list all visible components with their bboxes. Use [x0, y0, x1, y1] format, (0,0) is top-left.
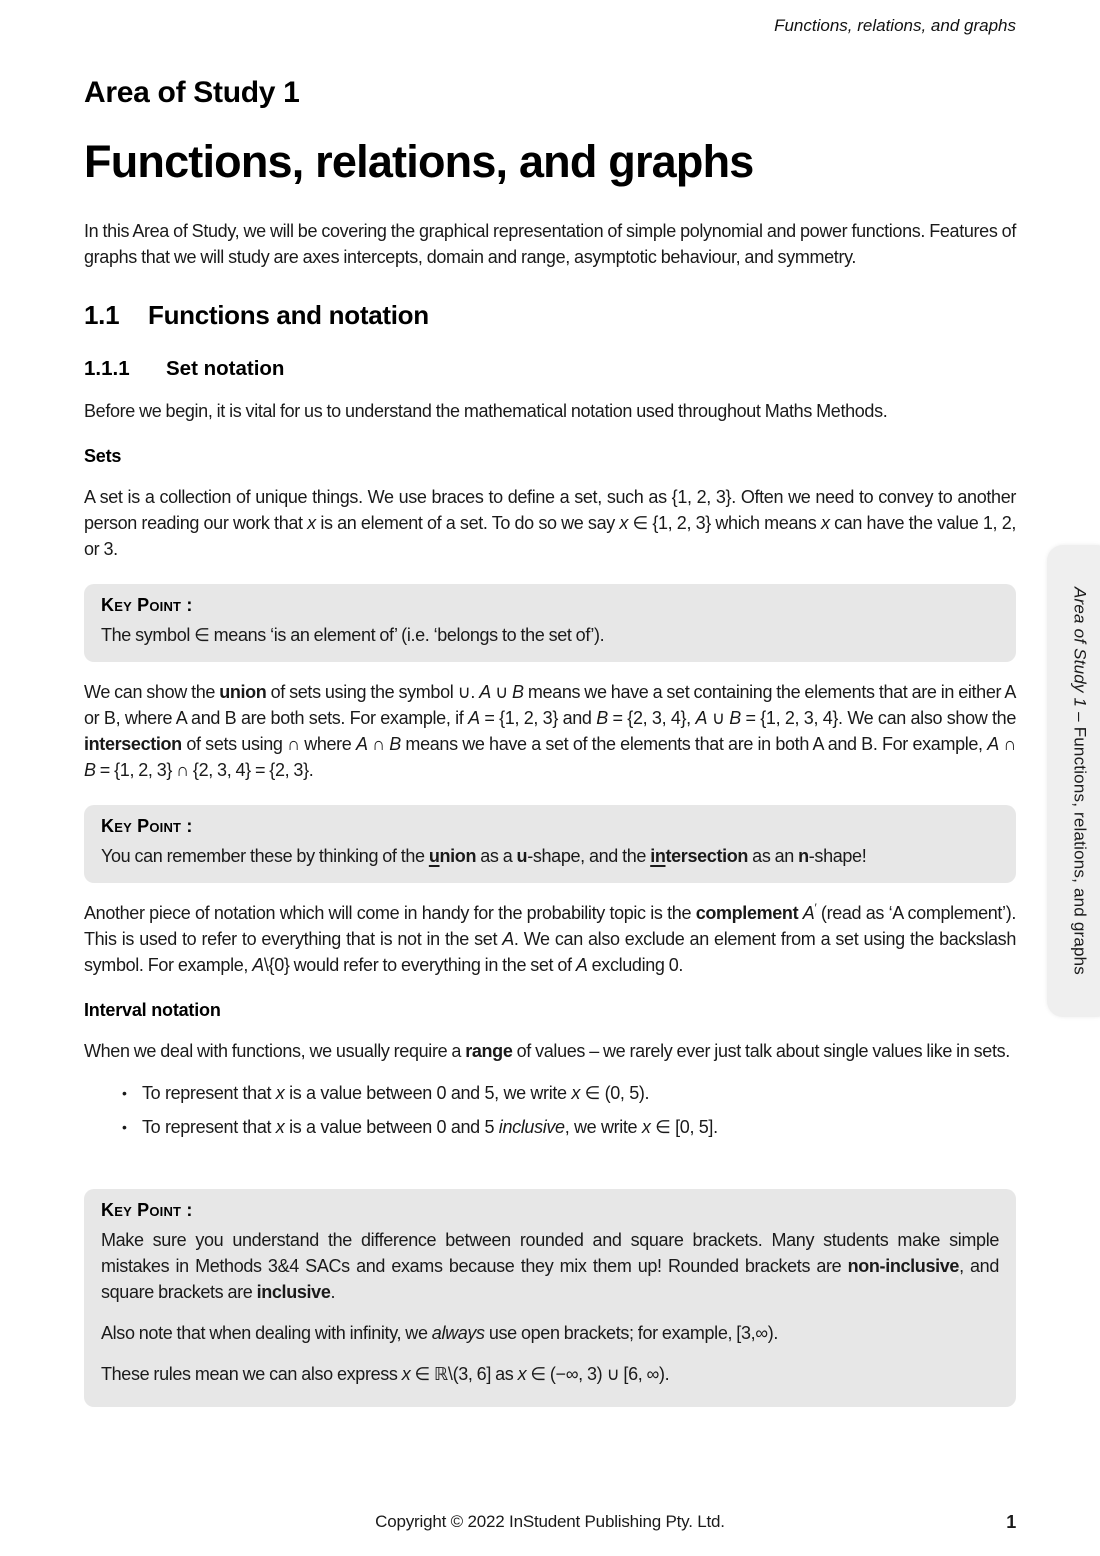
sets-heading: Sets [84, 446, 122, 466]
bullet-text: To represent that x is a value between 0 and 5 inclusive, we write x ∈ [0, 5]. [142, 1117, 718, 1137]
chapter-label: Area of Study 1 [84, 76, 300, 109]
subsection-title: Set notation [166, 357, 285, 380]
list-item [122, 1114, 1016, 1141]
keypoint-box-u-n-shape [84, 805, 1016, 883]
interval-bullet-list [84, 1080, 1016, 1141]
section-number: 1.1 [84, 300, 120, 330]
side-tab-title: – Functions, relations, and graphs [1070, 707, 1090, 975]
keypoint-label: Key Point : [101, 595, 193, 615]
interval-paragraph: When we deal with functions, we usually require a range of values – we rarely ever just talk about single values like in sets. [84, 1041, 1010, 1061]
keypoint-text: The symbol ∈ means ‘is an element of’ (i.e. ‘belongs to the set of’). [101, 625, 605, 645]
page-content [84, 0, 1016, 1407]
keypoint-text: You can remember these by thinking of the union as a u-shape, and the intersection as an n-shape! [101, 846, 867, 866]
keypoint-box-brackets [84, 1189, 1016, 1407]
keypoint-text: Also note that when dealing with infinity, we always use open brackets; for example, [3,∞). [101, 1323, 779, 1343]
union-intersection-paragraph: We can show the union of sets using the symbol ∪. A ∪ B means we have a set containing the elements that are in either A or B, where A and B are both sets. For example, if A = {1, 2, 3} and B = {2, 3, 4}, A ∪ B = {1, 2, 3, 4}. We can also show the intersection of sets using ∩ where A ∩ B means we have a set of the elements that are in both A and B. For example, A ∩ B = {1, 2, 3} ∩ {2, 3, 4} = {2, 3}. [84, 682, 1016, 780]
keypoint-label: Key Point : [101, 1200, 193, 1220]
section-title: Functions and notation [148, 300, 429, 330]
side-tab-chapter: Area of Study 1 [1070, 586, 1090, 708]
bullet-text: To represent that x is a value between 0 and 5, we write x ∈ (0, 5). [142, 1083, 650, 1103]
complement-paragraph: Another piece of notation which will come in handy for the probability topic is the complement A′ (read as ‘A complement’). This is used to refer to everything that is not in the set A. We can also exclude an element from a set using the backslash symbol. For example, A\{0} would refer to everything in the set of A excluding 0. [84, 901, 1017, 975]
keypoint-label: Key Point : [101, 816, 193, 836]
chapter-title: Functions, relations, and graphs [84, 136, 754, 187]
keypoint-text: These rules mean we can also express x ∈ ℝ\(3, 6] as x ∈ (−∞, 3) ∪ [6, ∞). [101, 1364, 670, 1384]
intro-paragraph: In this Area of Study, we will be covering the graphical representation of simple polynomial and power functions. Features of graphs that we will study are axes intercepts, domain and range, asymptotic behaviour, and symmetry. [84, 221, 1016, 267]
list-item [122, 1080, 1016, 1107]
bullet-icon: • [122, 1119, 127, 1135]
keypoint-text: Make sure you understand the difference between rounded and square brackets. Many students make simple mistakes in Methods 3&4 SACs and exams because they mix them up! Rounded brackets are non-inclusive, and square brackets are inclusive. [101, 1230, 1000, 1302]
section-heading-1-1 [84, 300, 1016, 331]
copyright-notice: Copyright © 2022 InStudent Publishing Pty. Ltd. [375, 1512, 725, 1531]
subsection-heading-1-1-1 [84, 357, 1016, 381]
bullet-icon: • [122, 1085, 127, 1101]
page-number: 1 [1006, 1512, 1016, 1532]
chapter-side-tab [1047, 545, 1100, 1017]
running-header: Functions, relations, and graphs [774, 16, 1016, 35]
subsection-number: 1.1.1 [84, 357, 130, 380]
side-tab-text [1070, 587, 1090, 975]
interval-notation-heading: Interval notation [84, 1000, 221, 1020]
keypoint-box-element-of [84, 584, 1016, 662]
sets-paragraph: A set is a collection of unique things. We use braces to define a set, such as {1, 2, 3}. Often we need to convey to another person reading our work that x is an element of a set. To do so we say x ∈ {1, 2, 3} which means x can have the value 1, 2, or 3. [84, 487, 1017, 559]
before-paragraph: Before we begin, it is vital for us to understand the mathematical notation used throughout Maths Methods. [84, 401, 888, 421]
